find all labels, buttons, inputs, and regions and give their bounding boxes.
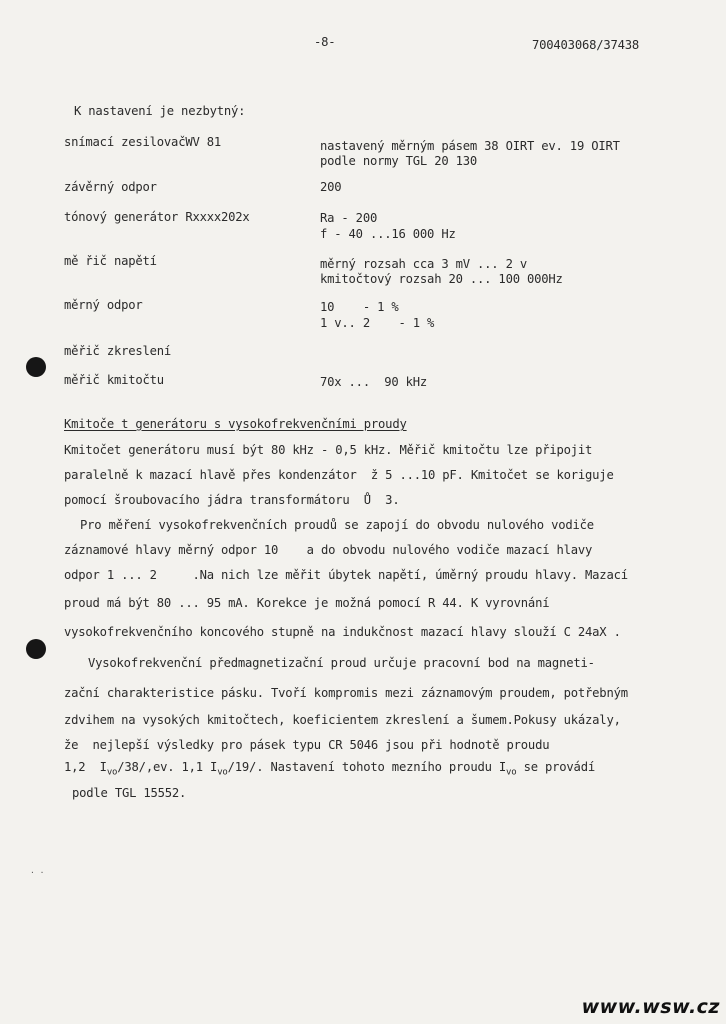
- punch-hole: [26, 357, 46, 377]
- equipment-spec: Ra - 200: [320, 211, 378, 225]
- formula-subscript: vo: [217, 767, 228, 778]
- body-line: odpor 1 ... 2 .Na nich lze měřit úbytek napětí, úměrný proudu hlavy. Mazací: [64, 568, 628, 582]
- equipment-spec: 10 - 1 %: [320, 300, 399, 314]
- equipment-name: mě řič napětí: [64, 254, 157, 268]
- equipment-spec: měrný rozsah cca 3 mV ... 2 v: [320, 257, 527, 271]
- equipment-spec: podle normy TGL 20 130: [320, 154, 478, 168]
- body-line: Pro měření vysokofrekvenčních proudů se zapojí do obvodu nulového vodiče: [80, 518, 594, 532]
- equipment-spec: 200: [320, 180, 342, 194]
- equipment-spec: 1 v.. 2 - 1 %: [320, 316, 435, 330]
- punch-hole: [26, 639, 46, 659]
- equipment-name: snímací zesilovačWV 81: [64, 135, 222, 149]
- equipment-name: závěrný odpor: [64, 180, 157, 194]
- equipment-name: měřič kmitočtu: [64, 373, 164, 387]
- equipment-spec: nastavený měrným pásem 38 OIRT ev. 19 OIRT: [320, 139, 620, 153]
- body-line: Vysokofrekvenční předmagnetizační proud určuje pracovní bod na magneti-: [88, 656, 595, 670]
- formula-subscript: vo: [506, 767, 517, 778]
- body-line: Kmitočet generátoru musí být 80 kHz - 0,5 kHz. Měřič kmitočtu lze připojit: [64, 443, 593, 457]
- formula-line: [64, 761, 595, 777]
- equipment-name: tónový generátor Rxxxx202x: [64, 210, 250, 224]
- formula-part: 1,2 I: [64, 760, 107, 774]
- document-code: 700403068/37438: [532, 38, 640, 52]
- section-heading: Kmitoče t generátoru s vysokofrekvenčními proudy: [64, 417, 407, 431]
- equipment-spec: kmitočtový rozsah 20 ... 100 000Hz: [320, 272, 563, 286]
- formula-part: se provádí: [516, 760, 595, 774]
- formula-part: /38/,ev. 1,1 I: [117, 760, 218, 774]
- body-line: vysokofrekvenčního koncového stupně na indukčnost mazací hlavy slouží C 24aX .: [64, 625, 621, 639]
- body-line: paralelně k mazací hlavě přes kondenzátor ž 5 ...10 pF. Kmitočet se koriguje: [64, 468, 614, 482]
- body-line: záznamové hlavy měrný odpor 10 a do obvodu nulového vodiče mazací hlavy: [64, 543, 593, 557]
- formula-subscript: vo: [106, 767, 118, 778]
- body-line: že nejlepší výsledky pro pásek typu CR 5046 jsou při hodnotě proudu: [64, 738, 550, 752]
- body-line: zdvihem na vysokých kmitočtech, koeficientem zkreslení a šumem.Pokusy ukázaly,: [64, 713, 621, 727]
- body-line: pomocí šroubovacího jádra transformátoru Ů 3.: [64, 493, 400, 507]
- body-line: zační charakteristice pásku. Tvoří kompromis mezi záznamovým proudem, potřebným: [64, 686, 628, 700]
- body-line: podle TGL 15552.: [72, 786, 187, 800]
- equipment-name: měřič zkreslení: [64, 344, 172, 358]
- intro-line: K nastavení je nezbytný:: [74, 104, 246, 118]
- equipment-spec: f - 40 ...16 000 Hz: [320, 227, 456, 241]
- equipment-name: měrný odpor: [64, 298, 143, 312]
- watermark-url: www.wsw.cz: [581, 996, 720, 1018]
- body-line: proud má být 80 ... 95 mA. Korekce je možná pomocí R 44. K vyrovnání: [64, 596, 550, 610]
- formula-part: /19/. Nastavení tohoto mezního proudu I: [227, 760, 507, 774]
- equipment-spec: 70x ... 90 kHz: [320, 375, 428, 389]
- page-number: -8-: [314, 35, 336, 49]
- paper-speck: · ·: [30, 868, 45, 877]
